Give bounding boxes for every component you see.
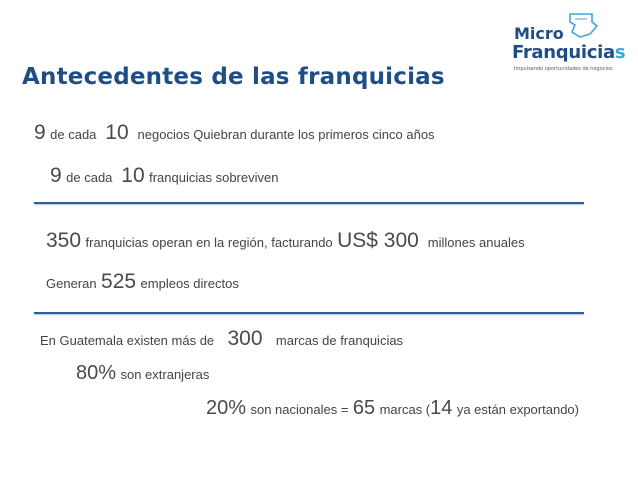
microfranquicias-logo <box>508 8 630 80</box>
logo-tagline: Impulsando oportunidades de negocios <box>514 66 613 72</box>
separator-2 <box>34 312 584 314</box>
guatemala-map-icon <box>566 10 600 40</box>
page-title: Antecedentes de las franquicias <box>22 64 445 90</box>
fact-nacionales: 20% son nacionales = 65 marcas (14 ya están exportando) <box>206 397 579 419</box>
logo-word-micro: Micro <box>514 24 564 43</box>
fact-facturacion: 350 franquicias operan en la región, facturando US$ 300 millones anuales <box>46 229 525 252</box>
fact-empleos: Generan 525 empleos directos <box>46 270 239 293</box>
fact-extranjeras: 80% son extranjeras <box>76 362 210 384</box>
fact-franquicias-sobreviven: 9 de cada 10 franquicias sobreviven <box>50 164 279 187</box>
separator-1 <box>34 202 584 204</box>
fact-negocios: 9 de cada 10 negocios Quiebran durante los primeros cinco años <box>34 121 435 144</box>
logo-word-franquicias: Franquicias <box>512 42 626 63</box>
fact-guatemala-marcas: En Guatemala existen más de 300 marcas de franquicias <box>40 327 404 350</box>
